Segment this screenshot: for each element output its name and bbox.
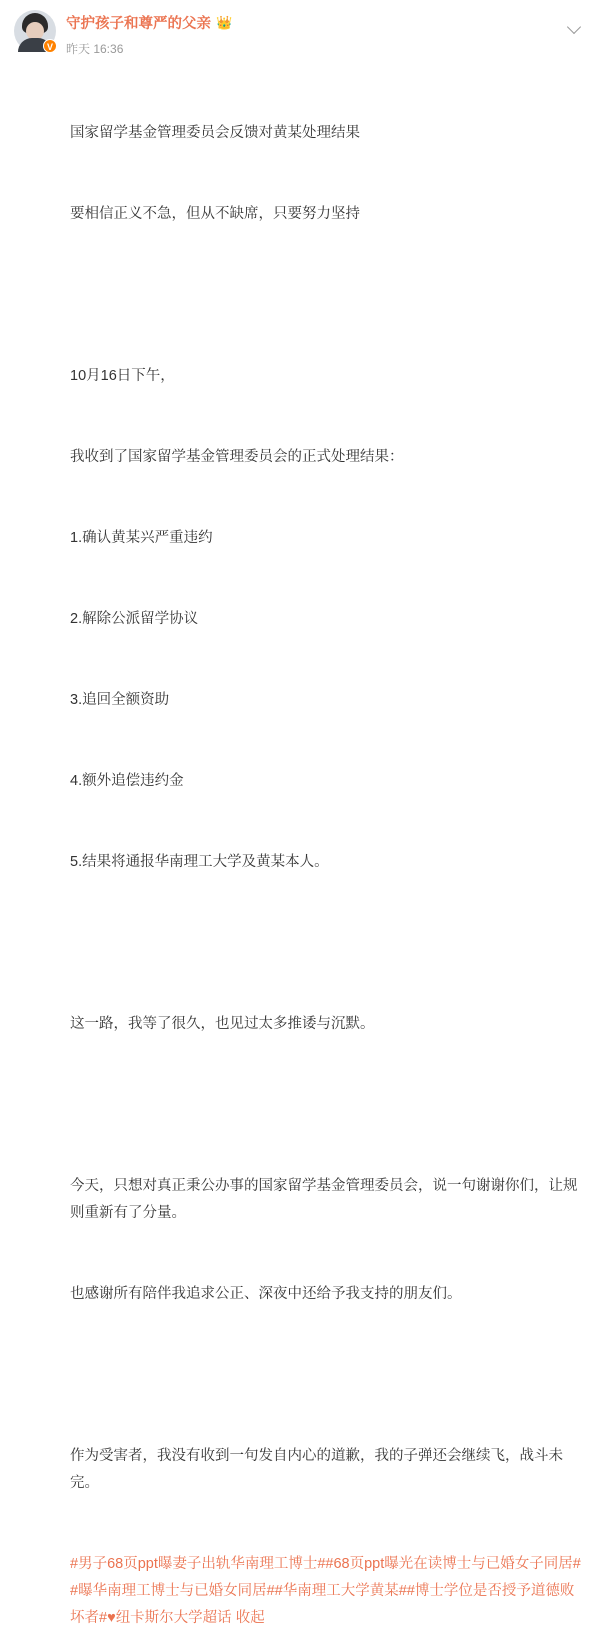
content-line: 2.解除公派留学协议: [70, 611, 199, 627]
topic-link[interactable]: #华南理工大学黄某#: [274, 1583, 407, 1599]
topic-link[interactable]: #男子68页ppt曝妻子出轨华南理工博士#: [70, 1556, 326, 1572]
post-timestamp: 昨天 16:36: [66, 42, 124, 56]
super-topic-link[interactable]: 纽卡斯尔大学超话: [115, 1610, 232, 1626]
content-line: 这一路，我等了很久，也见过太多推诿与沉默。: [70, 1016, 375, 1032]
topic-link[interactable]: #68页ppt曝光在读博士与已婚女子同居#: [325, 1556, 581, 1572]
content-line: 也感谢所有陪伴我追求公正、深夜中还给予我支持的朋友们。: [70, 1286, 462, 1302]
content-line: 我收到了国家留学基金管理委员会的正式处理结果：: [70, 449, 404, 465]
content-line: 5.结果将通报华南理工大学及黄某本人。: [70, 854, 329, 870]
chevron-down-icon[interactable]: [566, 18, 584, 36]
author-name[interactable]: 守护孩子和尊严的父亲: [66, 16, 211, 32]
author-name-line: [66, 12, 586, 33]
content-spacer: [70, 930, 582, 957]
post-topics: [14, 1551, 586, 1632]
crown-icon: 👑: [216, 15, 233, 30]
content-line: 作为受害者，我没有收到一句发自内心的道歉，我的子弹还会继续飞，战斗未完。: [70, 1448, 563, 1491]
author-info: [66, 10, 586, 57]
content-line: 1.确认黄某兴严重违约: [70, 530, 213, 546]
content-spacer: [70, 1092, 582, 1119]
post-content: [14, 62, 586, 1551]
post-header: [14, 10, 586, 62]
topic-link[interactable]: #博士学位是否授予道德败坏者#: [70, 1583, 575, 1626]
topic-link[interactable]: #曝华南理工博士与已婚女同居#: [70, 1583, 275, 1599]
content-line: 3.追回全额资助: [70, 692, 170, 708]
content-spacer: [70, 1362, 582, 1389]
content-line: 国家留学基金管理委员会反馈对黄某处理结果: [70, 125, 360, 141]
content-spacer: [70, 282, 582, 309]
verified-badge-icon: V: [43, 39, 57, 53]
content-line: 4.额外追偿违约金: [70, 773, 184, 789]
avatar[interactable]: [14, 10, 56, 52]
content-line: 今天，只想对真正秉公办事的国家留学基金管理委员会，说一句谢谢你们，让规则重新有了分量。: [70, 1178, 578, 1221]
content-line: 要相信正义不急，但从不缺席，只要努力坚持: [70, 206, 360, 222]
heart-icon: ♥: [107, 1610, 116, 1626]
collapse-button[interactable]: 收起: [235, 1610, 265, 1626]
content-line: 10月16日下午，: [70, 368, 175, 384]
